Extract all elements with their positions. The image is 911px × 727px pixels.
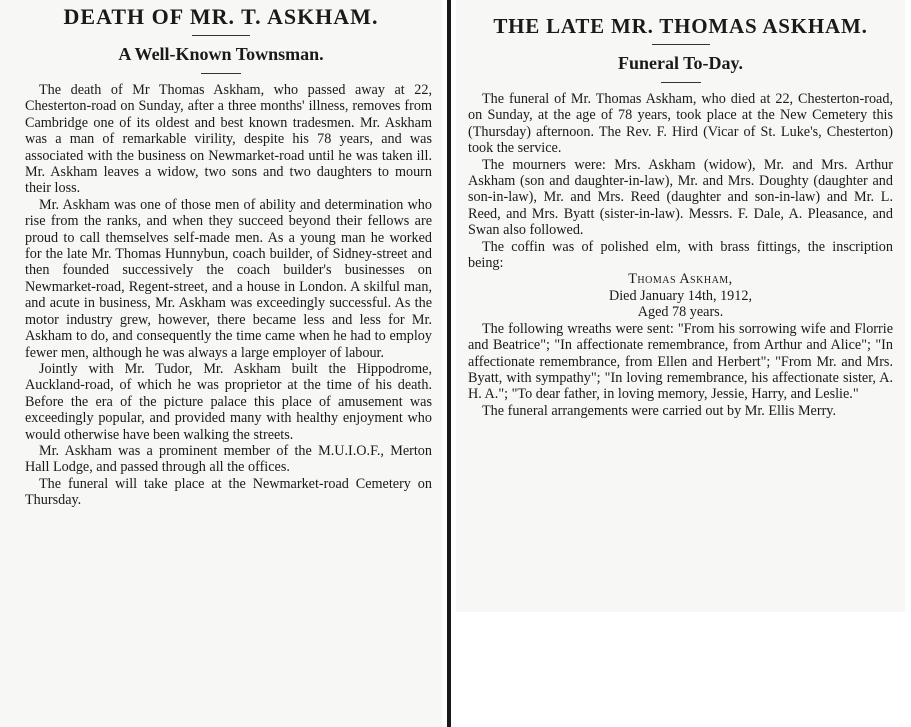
subheadline-rule — [201, 73, 241, 74]
right-subheadline: Funeral To-Day. — [617, 53, 744, 73]
paragraph: Mr. Askham was one of those men of ability and determination who rise from the ranks, and when they succeed beyond their fellows are proud to call themselves self-made men. As a young man he worked for the late Mr. Thomas Hunnybun, coach builder, of Sidney-street and then founded successively the coach builder's businesses on Newmarket-road, Regent-street, and a house in London. A skilful man, and acute in business, Mr. Askham was exceedingly successful. As the motor industry grew, however, there became less and less for Mr. Askham to do, and consequently the time came when he had to employ fewer men, although he was always a large employer of labour. — [25, 196, 432, 361]
left-article — [0, 0, 442, 727]
paragraph: Jointly with Mr. Tudor, Mr. Askham built the Hippodrome, Auckland-road, of which he was proprietor at the time of his death. Before the era of the picture palace this place of amusement was exceedingly popular, and provided many with healthy enjoyment who would otherwise have been walking the streets. — [25, 360, 432, 443]
paragraph: The coffin was of polished elm, with brass fittings, the inscription being: — [468, 238, 893, 272]
paragraph: The funeral will take place at the Newmarket-road Cemetery on Thursday. — [25, 475, 432, 509]
right-headline: THE LATE MR. THOMAS ASKHAM. — [493, 14, 868, 38]
inscription-died: Died January 14th, 1912, — [608, 287, 753, 304]
headline-rule — [652, 44, 710, 45]
subheadline-rule — [661, 82, 701, 83]
paragraph: The death of Mr Thomas Askham, who passed away at 22, Chesterton-road on Sunday, after a three months' illness, removes from Cambridge one of its oldest and best known tradesmen. Mr. Askham was a man of remarkable virility, despite his 78 years, and was associated with the business on Newmarket-road until he was taken ill. Mr. Askham leaves a widow, two sons and two daughters to mourn their loss. — [25, 82, 432, 197]
right-article — [456, 0, 905, 612]
paragraph: The funeral arrangements were carried out by Mr. Ellis Merry. — [482, 402, 837, 419]
paragraph: Mr. Askham was a prominent member of the M.U.I.O.F., Merton Hall Lodge, and passed through all the offices. — [25, 442, 432, 476]
paragraph: The funeral of Mr. Thomas Askham, who died at 22, Chesterton-road, on Sunday, at the age of 78 years, took place at the New Cemetery this (Thursday) afternoon. The Rev. F. Hird (Vicar of St. Luke's, Chesterton) took the service. — [468, 91, 893, 157]
left-subheadline: A Well-Known Townsman. — [118, 44, 324, 64]
inscription-name: Thomas Askham, — [628, 271, 733, 288]
headline-rule — [192, 35, 250, 36]
right-body — [456, 91, 905, 419]
inscription — [468, 271, 893, 320]
left-headline: DEATH OF MR. T. ASKHAM. — [63, 4, 379, 29]
column-separator — [447, 0, 451, 727]
paragraph: The mourners were: Mrs. Askham (widow), Mr. and Mrs. Arthur Askham (son and daughter-in-law), Mr. and Mrs. Doughty (daughter and son-in-law), Mr. and Mrs. Reed (daughter and son-in-law) and Mr. L. Reed, and Mrs. Byatt (sister-in-law). Messrs. F. Dale, A. Pleasance, and Swan also followed. — [468, 156, 893, 239]
inscription-aged: Aged 78 years. — [637, 304, 724, 321]
left-body — [0, 82, 442, 509]
paragraph: The following wreaths were sent: "From his sorrowing wife and Florrie and Beatrice"; "In affectionate remembrance, from Arthur and Alice"; "In affectionate remembrance, from Ellen and Herbert"; "From Mr. and Mrs. Byatt, with sympathy"; "In loving remembrance, his affectionate sister, A. H. A."; "To dear father, in loving memory, Jessie, Harry, and Leslie." — [468, 320, 893, 403]
